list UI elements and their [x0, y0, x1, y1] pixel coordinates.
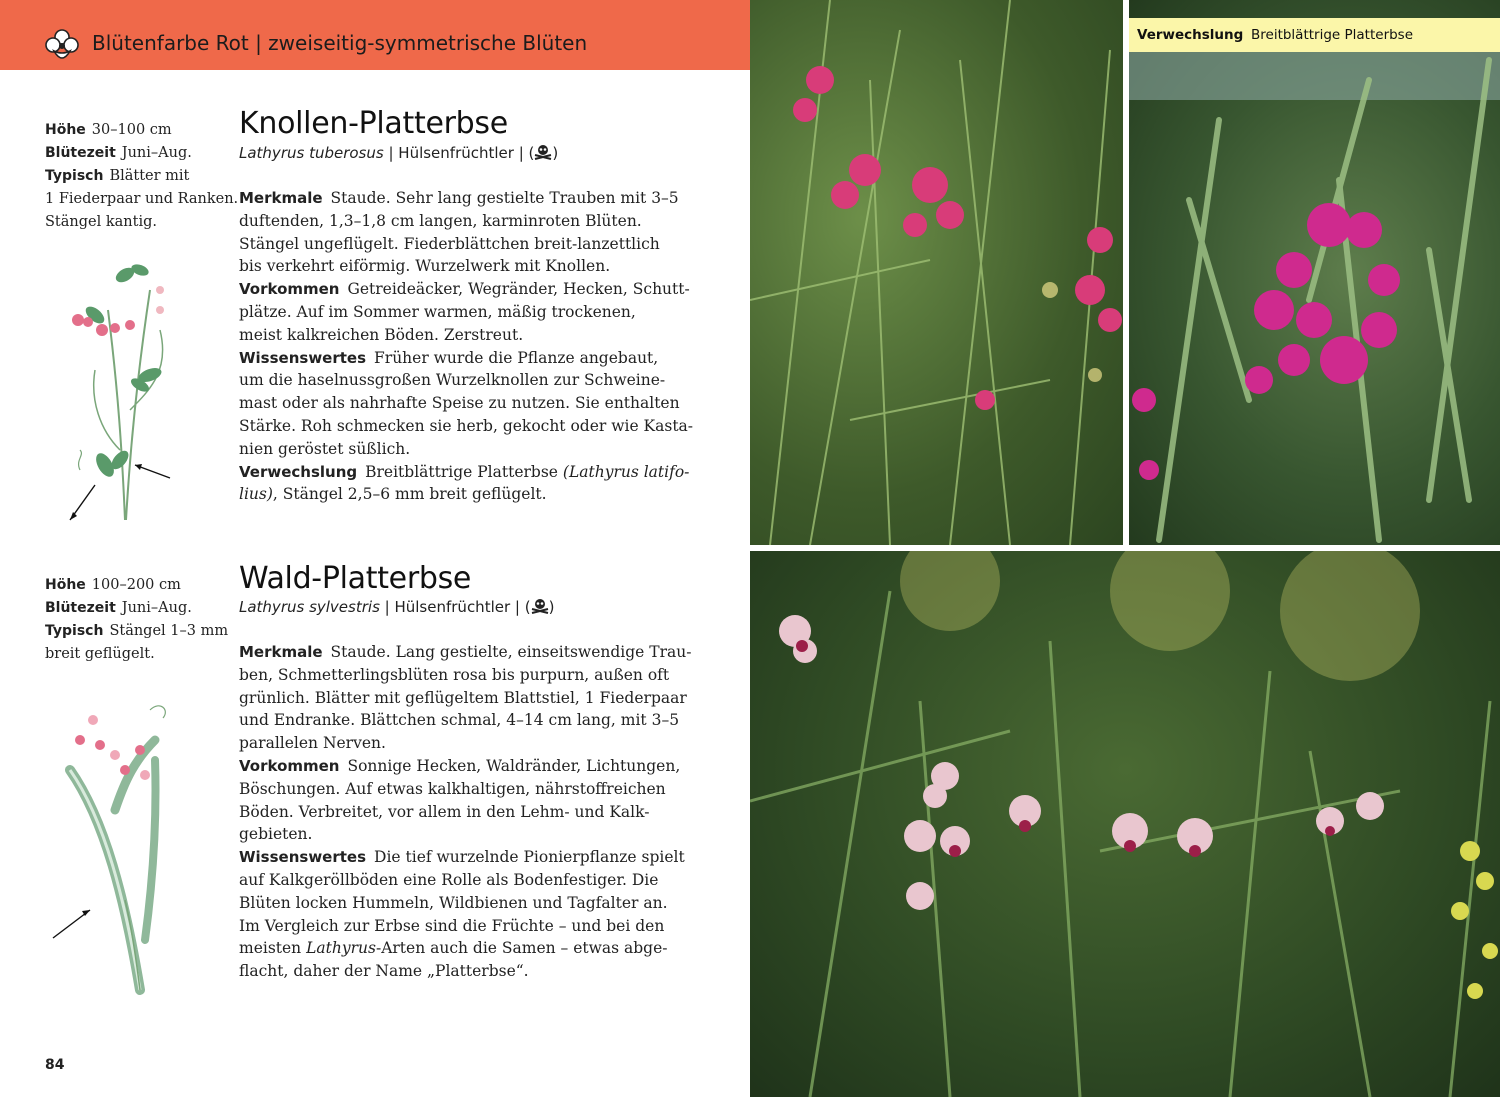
species-1-subline: Lathyrus tuberosus | Hülsenfrüchtler | ( ): [239, 144, 559, 162]
species-2-title: Wald-Platterbse: [239, 561, 472, 596]
fact-hoehe: Höhe 100–200 cm: [45, 577, 181, 593]
photo-knollen-platterbse: [750, 0, 1123, 545]
label-vorkommen: Vorkommen: [239, 280, 340, 299]
fact-typisch: Typisch Blätter mit: [45, 168, 190, 184]
caption-label: Verwechslung: [1137, 27, 1244, 43]
fact-hoehe: Höhe 30–100 cm: [45, 122, 172, 138]
species-1-description: Merkmale Staude. Sehr lang gestielte Trauben mit 3–5 duftenden, 1,3–1,8 cm langen, karminroten Blüten. Stängel ungeflügelt. Fiederblättchen breit-lanzettlich bis verkehrt eiförmig. Wurzelwerk mit Knollen. Vorkommen Getreideäcker, Wegränder, Hecken, Schutt- plätze. Auf im Sommer warmen, mäßig trockenen, meist kalkreichen Böden. Zerstreut. Wissenswertes Früher wurde die Pflanze angebaut, um die haselnussgroßen Wurzelknollen zur Schweine- mast oder als nahrhafte Speise zu nutzen. Sie enthalten Stärke. Roh schmecken sie herb, gekocht oder wie Kasta- nien geröstet süßlich. Verwechslung Breitblättrige Platterbse (Lathyrus latifo- lius), Stängel 2,5–6 mm breit geflügelt.: [239, 189, 694, 504]
species-1-facts: Höhe 30–100 cm Blütezeit Juni–Aug. Typisch Blätter mit 1 Fiederpaar und Ranken. Stängel kantig.: [45, 119, 225, 234]
species-2-subline: Lathyrus sylvestris | Hülsenfrüchtler | ( ): [239, 598, 555, 616]
label-verwechslung: Verwechslung: [239, 462, 358, 481]
wald-platterbse-illustration: [45, 700, 195, 1000]
fact-bluetezeit: Blütezeit Juni–Aug.: [45, 145, 192, 161]
label-merkmale: Merkmale: [239, 189, 323, 207]
species-2-facts: Höhe 100–200 cm Blütezeit Juni–Aug. Typisch Stängel 1–3 mm breit geflügelt.: [45, 574, 225, 666]
label-wissenswertes: Wissenswertes: [239, 848, 367, 867]
label-wissenswertes: Wissenswertes: [239, 348, 367, 367]
fact-bluetezeit: Blütezeit Juni–Aug.: [45, 600, 192, 616]
caption-value: Breitblättrige Platterbse: [1251, 27, 1414, 43]
label-vorkommen: Vorkommen: [239, 756, 340, 775]
species-2-latin: Lathyrus sylvestris: [239, 598, 380, 616]
page-number: 84: [45, 1057, 65, 1073]
photo-caption: [1129, 18, 1500, 52]
species-1-latin: Lathyrus tuberosus: [239, 144, 384, 162]
knollen-platterbse-illustration: [60, 250, 190, 530]
chapter-header: [0, 0, 750, 70]
chapter-title: Blütenfarbe Rot | zweiseitig-symmetrische Blüten: [92, 31, 588, 55]
flower-icon: [44, 27, 80, 63]
photo-wald-platterbse: [750, 551, 1500, 1097]
poison-icon: [531, 598, 549, 614]
photo-breitblaettrige-platterbse: [1129, 0, 1500, 545]
poison-icon: [534, 144, 552, 160]
species-1-title: Knollen-Platterbse: [239, 106, 508, 141]
fact-typisch: Typisch Stängel 1–3 mm: [45, 623, 229, 639]
label-merkmale: Merkmale: [239, 643, 323, 661]
species-2-description: Merkmale Staude. Lang gestielte, einseitswendige Trau- ben, Schmetterlingsblüten rosa bis purpurn, außen oft grünlich. Blätter mit geflügeltem Blattstiel, 1 Fiederpaar und Endranke. Blättchen schmal, 4–14 cm lang, mit 3–5 parallelen Nerven. Vorkommen Sonnige Hecken, Waldränder, Lichtungen, Böschungen. Auf etwas kalkhaltigen, nährstoffreichen Böden. Verbreitet, vor allem in den Lehm- und Kalk- gebieten. Wissenswertes Die tief wurzelnde Pionierpflanze spielt auf Kalkgeröllböden eine Rolle als Bodenfestiger. Die Blüten locken Hummeln, Wildbienen und Tagfalter an. Im Vergleich zur Erbse sind die Früchte – und bei den meisten Lathyrus-Arten auch die Samen – etwas abge- flacht, daher der Name „Platterbse“.: [239, 643, 692, 981]
